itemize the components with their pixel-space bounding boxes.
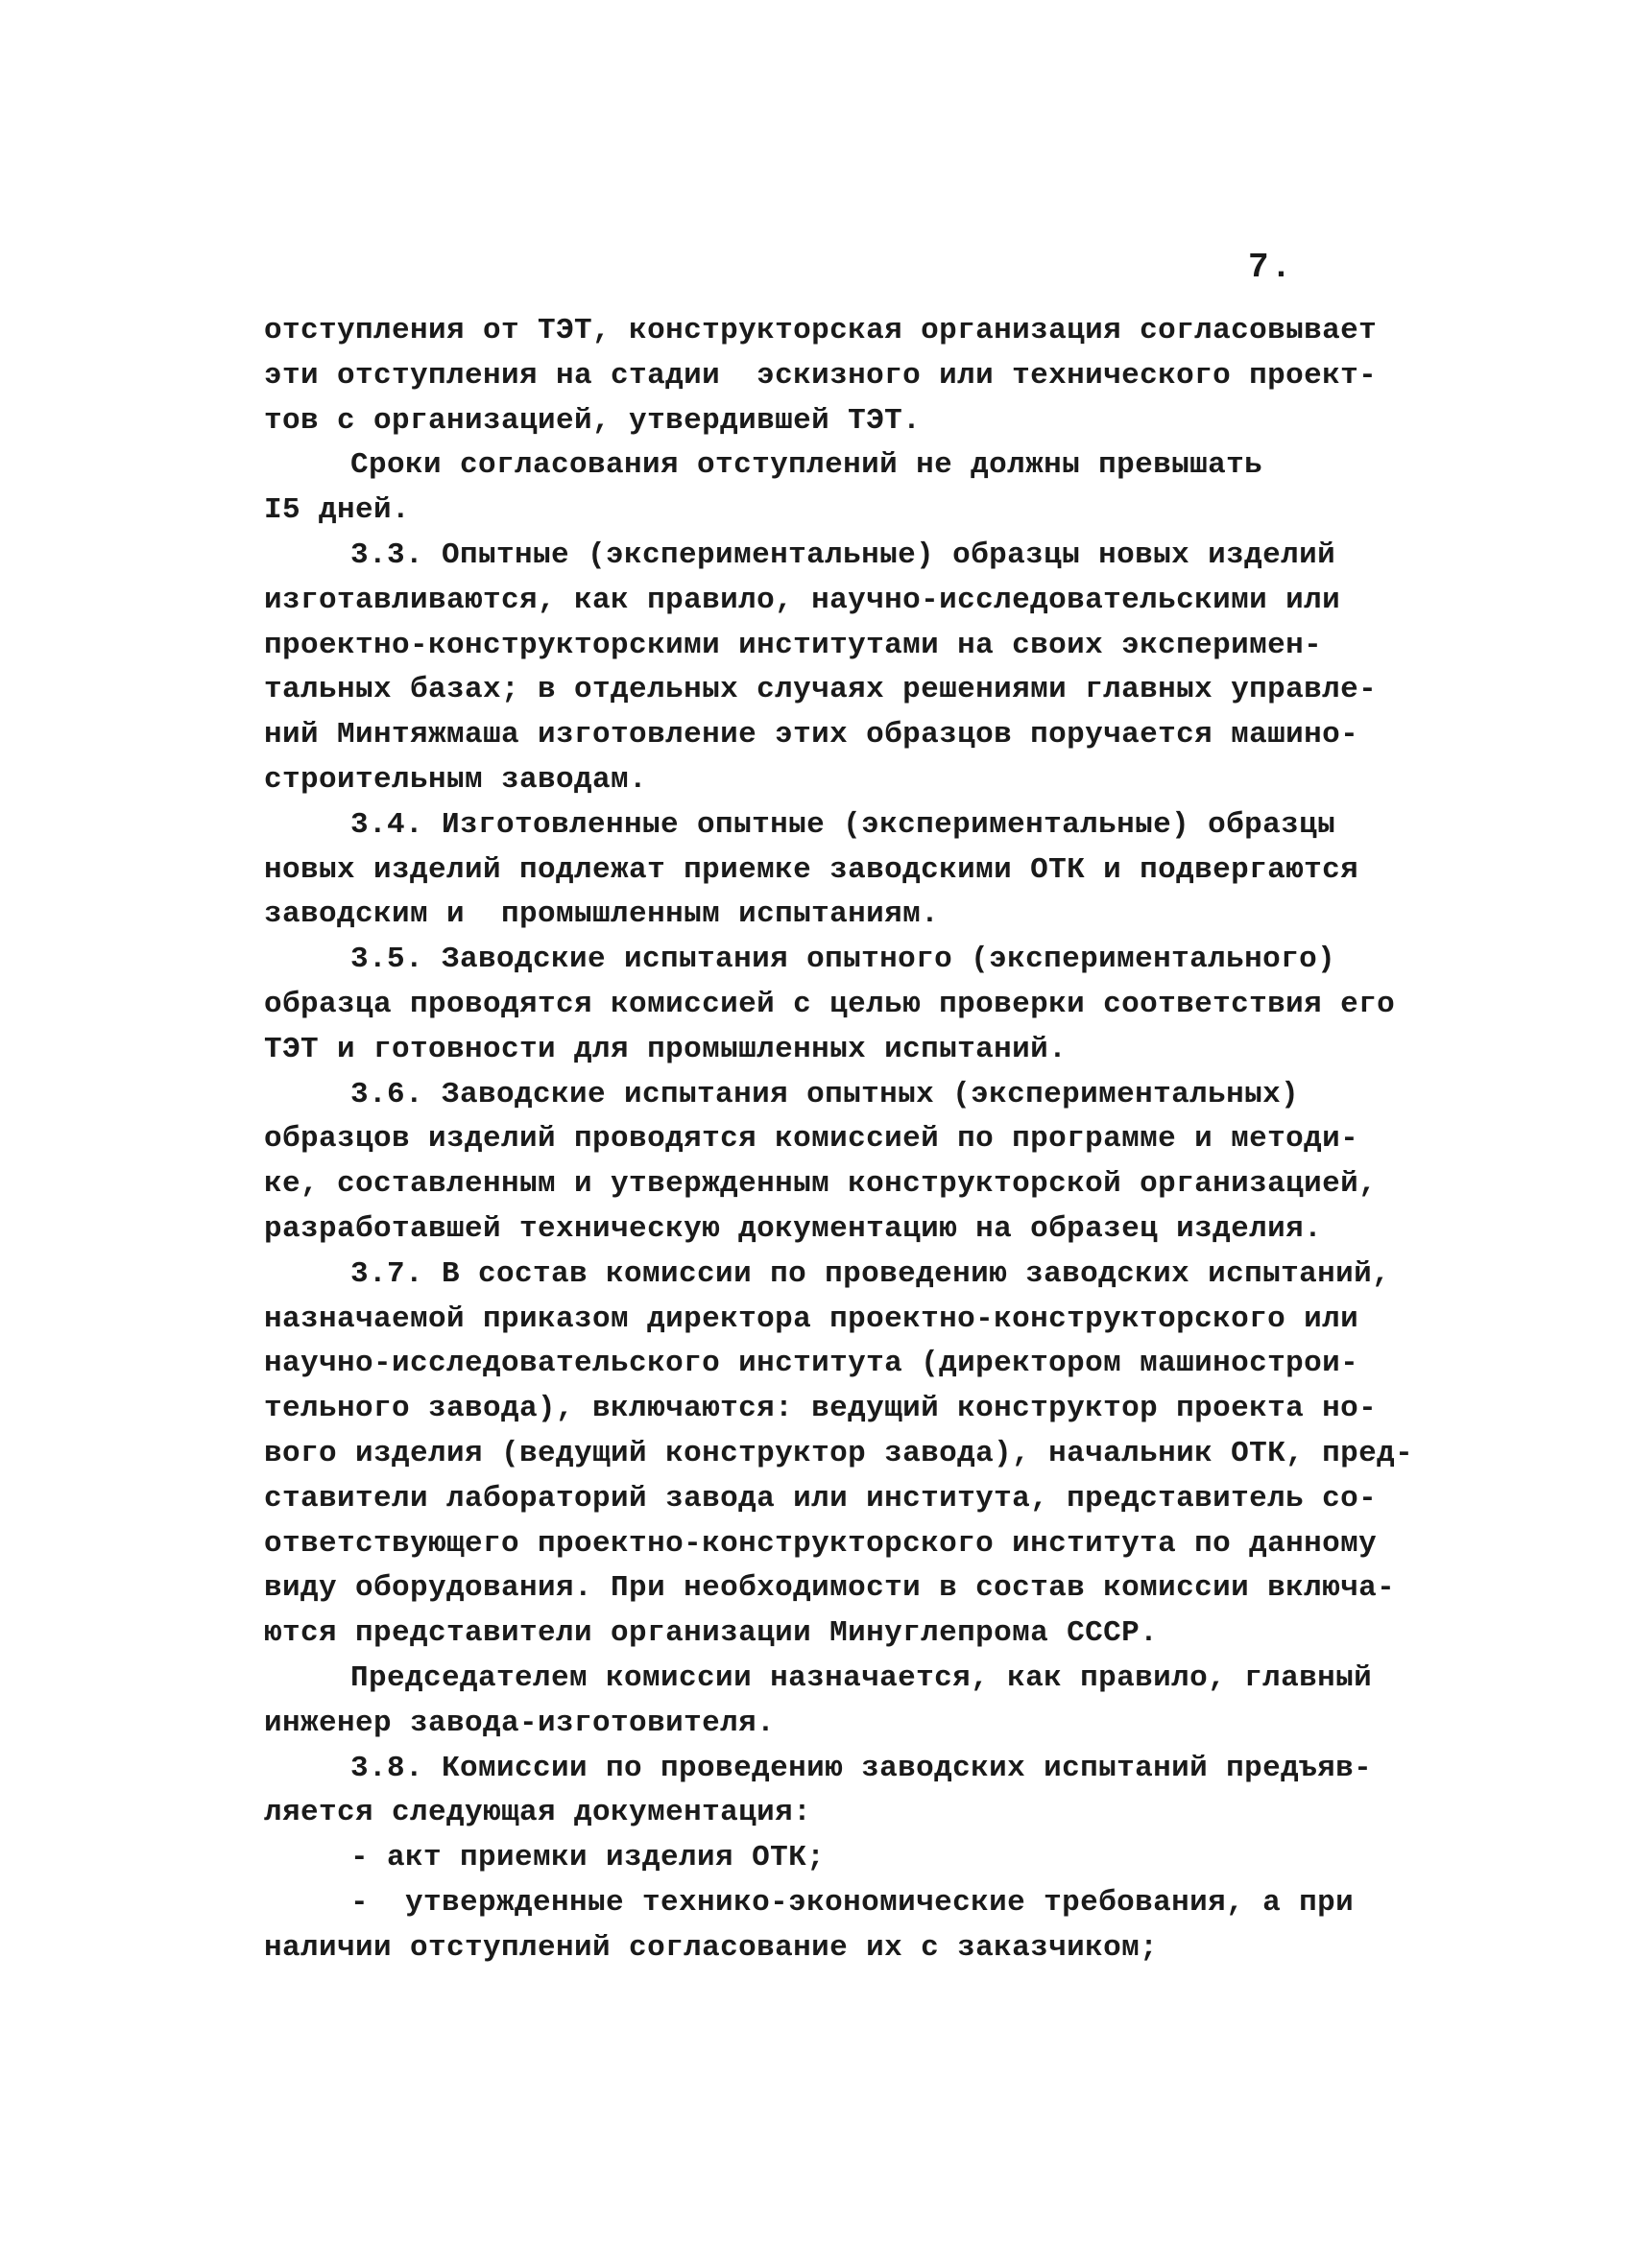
paragraph-start: Сроки согласования отступлений не должны превышать [350, 448, 1263, 483]
section-3-7-heading-line: 3.7. В состав комиссии по проведению заводских испытаний, [350, 1256, 1391, 1291]
section-3-6-heading-line: 3.6. Заводские испытания опытных (экспериментальных) [350, 1077, 1300, 1111]
text-line: ляется следующая документация: [264, 1796, 812, 1830]
list-item: - утвержденные технико-экономические требования, а при [350, 1885, 1355, 1920]
text-line: ются представители организации Минуглепрома СССР. [264, 1616, 1159, 1651]
text-line: изготавливаются, как правило, научно-исследовательскими или [264, 583, 1341, 617]
text-line: инженер завода-изготовителя. [264, 1706, 776, 1740]
text-line: новых изделий подлежат приемке заводскими ОТК и подвергаются [264, 852, 1359, 887]
text-line: отступления от ТЭТ, конструкторская организация согласовывает [264, 314, 1378, 347]
text-line: ответствующего проектно-конструкторского института по данному [264, 1526, 1378, 1561]
text-line: виду оборудования. При необходимости в состав комиссии включа- [264, 1571, 1396, 1606]
paragraph-start: Председателем комиссии назначается, как правило, главный [350, 1660, 1373, 1695]
text-line: проектно-конструкторскими институтами на своих эксперимен- [264, 628, 1323, 662]
section-3-4-heading-line: 3.4. Изготовленные опытные (экспериментальные) образцы [350, 807, 1336, 842]
text-line: вого изделия (ведущий конструктор завода), начальник ОТК, пред- [264, 1436, 1414, 1470]
text-line: тальных базах; в отдельных случаях решениями главных управле- [264, 673, 1378, 707]
text-line: ставители лабораторий завода или института, представитель со- [264, 1481, 1378, 1516]
list-item: - акт приемки изделия ОТК; [350, 1841, 826, 1875]
section-3-3-heading-line: 3.3. Опытные (экспериментальные) образцы новых изделий [350, 537, 1336, 572]
text-line: назначаемой приказом директора проектно-конструкторского или [264, 1301, 1359, 1336]
text-line: образца проводятся комиссией с целью проверки соответствия его [264, 987, 1396, 1021]
text-line: ний Минтяжмаша изготовление этих образцов поручается машино- [264, 718, 1359, 752]
section-3-5-heading-line: 3.5. Заводские испытания опытного (экспериментального) [350, 943, 1336, 977]
text-line: разработавшей техническую документацию на образец изделия. [264, 1211, 1323, 1246]
text-line: заводским и промышленным испытаниям. [264, 897, 940, 932]
page-number: 7. [1248, 248, 1294, 287]
document-body [264, 309, 1435, 1970]
text-line: тельного завода), включаются: ведущий конструктор проекта но- [264, 1392, 1378, 1426]
text-line: образцов изделий проводятся комиссией по программе и методи- [264, 1122, 1359, 1157]
text-line: эти отступления на стадии эскизного или технического проект- [264, 358, 1378, 393]
text-line: строительным заводам. [264, 762, 648, 797]
text-line: наличии отступлений согласование их с заказчиком; [264, 1930, 1159, 1965]
text-line: научно-исследовательского института (директором машинострои- [264, 1347, 1359, 1381]
text-line: ТЭТ и готовности для промышленных испытаний. [264, 1032, 1068, 1066]
text-line: тов с организацией, утвердившей ТЭТ. [264, 403, 922, 438]
section-3-8-heading-line: 3.8. Комиссии по проведению заводских испытаний предъяв- [350, 1751, 1373, 1785]
text-line: I5 дней. [264, 493, 411, 528]
text-line: ке, составленным и утвержденным конструкторской организацией, [264, 1167, 1378, 1202]
